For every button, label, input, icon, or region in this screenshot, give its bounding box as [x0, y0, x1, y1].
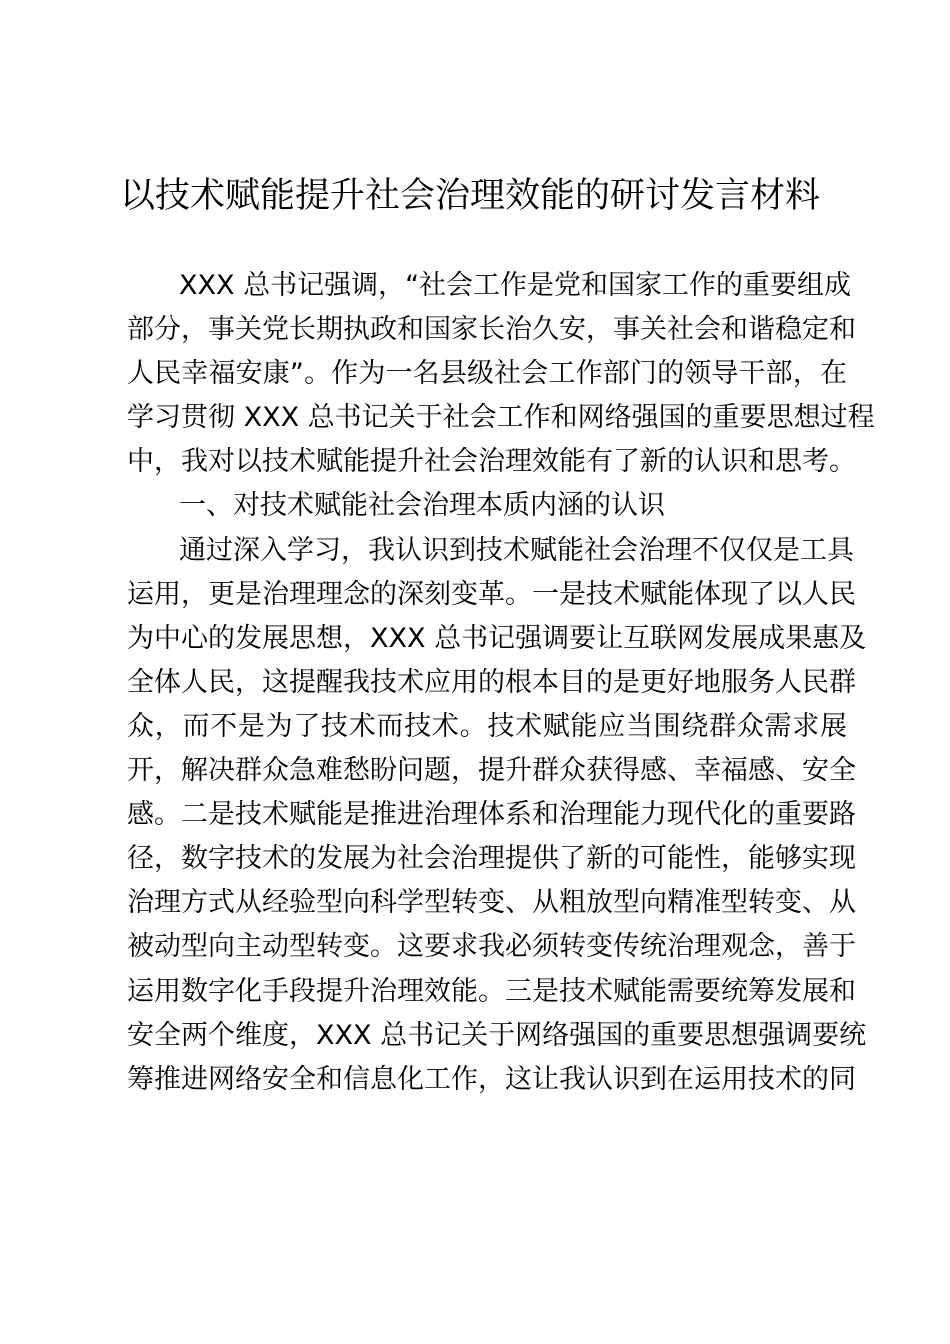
- paragraph-line: 运用数字化手段提升治理效能。三是技术赋能需要统筹发展和: [127, 975, 856, 1007]
- paragraph-line: 部分，事关党长期执政和国家长治久安，事关社会和谐稳定和: [127, 314, 856, 346]
- paragraph-line: XXX 总书记强调，“社会工作是党和国家工作的重要组成: [179, 270, 852, 301]
- paragraph-line: 径，数字技术的发展为社会治理提供了新的可能性，能够实现: [127, 843, 856, 875]
- paragraph-line: 感。二是技术赋能是推进治理体系和治理能力现代化的重要路: [127, 799, 856, 831]
- paragraph-line: 人民幸福安康”。作为一名县级社会工作部门的领导干部，在: [127, 358, 847, 390]
- paragraph-line: 众，而不是为了技术而技术。技术赋能应当围绕群众需求展: [127, 710, 847, 742]
- section-heading: 一、对技术赋能社会治理本质内涵的认识: [179, 490, 665, 522]
- paragraph-line: 通过深入学习，我认识到技术赋能社会治理不仅仅是工具: [179, 534, 854, 566]
- paragraph-line: 安全两个维度，XXX 总书记关于网络强国的重要思想强调要统: [127, 1019, 867, 1051]
- paragraph-line: 学习贯彻 XXX 总书记关于社会工作和网络强国的重要思想过程: [127, 402, 875, 434]
- paragraph-line: 中，我对以技术赋能提升社会治理效能有了新的认识和思考。: [127, 446, 856, 478]
- paragraph-line: 为中心的发展思想，XXX 总书记强调要让互联网发展成果惠及: [127, 622, 867, 654]
- paragraph-line: 治理方式从经验型向科学型转变、从粗放型向精准型转变、从: [127, 887, 856, 919]
- paragraph-line: 筹推进网络安全和信息化工作，这让我认识到在运用技术的同: [127, 1063, 856, 1095]
- paragraph-line: 开，解决群众急难愁盼问题，提升群众获得感、幸福感、安全: [127, 755, 856, 787]
- paragraph-line: 全体人民，这提醒我技术应用的根本目的是更好地服务人民群: [127, 666, 856, 698]
- document-title: 以技术赋能提升社会治理效能的研讨发言材料: [120, 176, 821, 216]
- paragraph-line: 被动型向主动型转变。这要求我必须转变传统治理观念，善于: [127, 931, 856, 963]
- paragraph-line: 运用，更是治理理念的深刻变革。一是技术赋能体现了以人民: [127, 578, 856, 610]
- document-body: [127, 264, 875, 1102]
